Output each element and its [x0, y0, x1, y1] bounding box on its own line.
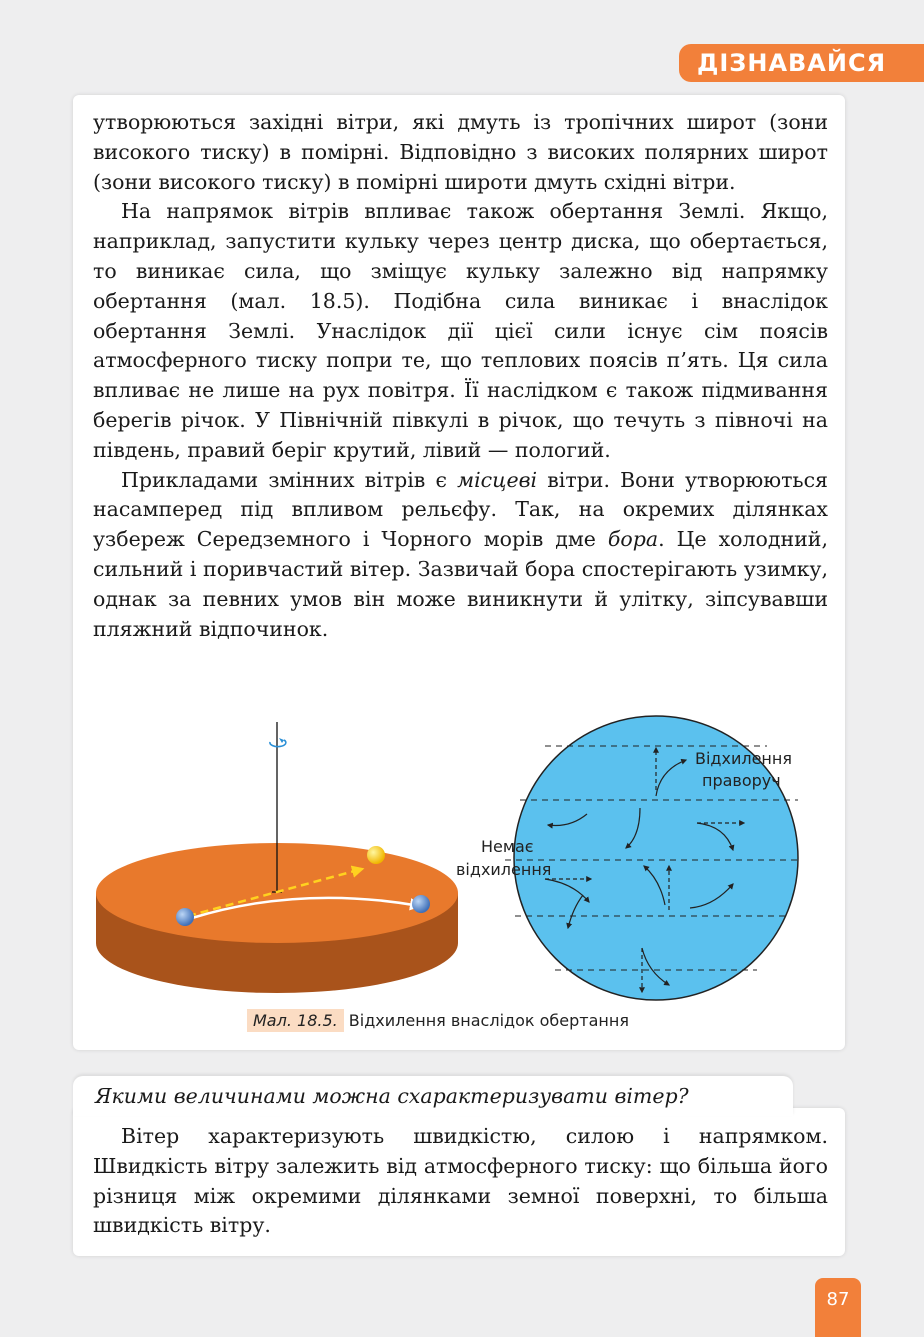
answer-text	[93, 1122, 828, 1241]
figure-caption-text: Відхилення внаслідок обертання	[343, 1011, 629, 1030]
page-number: 87	[815, 1278, 861, 1337]
paragraph-2: На напрямок вітрів впливає також обертання Землі. Якщо, наприклад, запустити кульку через центр диска, що обертається, то виникає сила, що зміщує кульку залежно від напрямку обертання (мал. 18.5). Подібна сила виникає і внаслідок обертання Землі. Унаслідок дії цієї сили існує сім поясів атмосферного тиску попри те, що теплових поясів п’ять. Ця сила впливає не лише на рух повітря. Її наслідком є також підмивання берегів річок. У Північній півкулі в річок, що течуть з півночі на південь, правий беріг крутий, лівий — пологий.	[93, 199, 828, 462]
main-text	[93, 108, 828, 644]
globe-diagram	[456, 716, 800, 1000]
figure-number: Мал. 18.5.	[247, 1009, 344, 1032]
term-local: місцеві	[457, 467, 538, 492]
label-no-deflection-1: Немає	[481, 837, 534, 856]
section-tab: ДІЗНАВАЙСЯ	[679, 44, 924, 82]
rotation-arrow-icon	[270, 740, 286, 747]
figure-rotation-deflection	[78, 710, 843, 1010]
ball-target	[367, 846, 385, 864]
label-deflection-right-1: Відхилення	[695, 749, 792, 768]
label-no-deflection-2: відхилення	[456, 860, 552, 879]
answer-paragraph: Вітер характеризують швидкістю, силою і напрямком. Швидкість вітру залежить від атмосферного тиску: що більша його різниця між окремими ділянками земної поверхні, то більша швидкість вітру.	[93, 1124, 828, 1238]
term-bora: бора	[607, 527, 659, 552]
rotating-disk	[96, 722, 458, 993]
label-deflection-right-2: праворуч	[702, 771, 781, 790]
figure-caption	[247, 1008, 629, 1034]
paragraph-1: утворюються західні вітри, які дмуть із тропічних широт (зони високого тиску) в помірні. Відповідно з високих полярних широт (зони високого тиску) в помірні широти дмуть східні вітри.	[93, 110, 828, 194]
ball-end	[412, 895, 430, 913]
ball-start	[176, 908, 194, 926]
question-heading: Якими величинами можна схарактеризувати вітер?	[95, 1084, 689, 1108]
paragraph-3: Прикладами змінних вітрів є місцеві вітри. Вони утворюються насамперед під впливом рельєфу. Так, на окремих ділянках узбереж Середземного і Чорного морів дме бора. Це холодний, сильний і поривчастий вітер. Зазвичай бора спостерігають узимку, однак за певних умов він може виникнути й улітку, зіпсувавши пляжний відпочинок.	[93, 467, 828, 641]
